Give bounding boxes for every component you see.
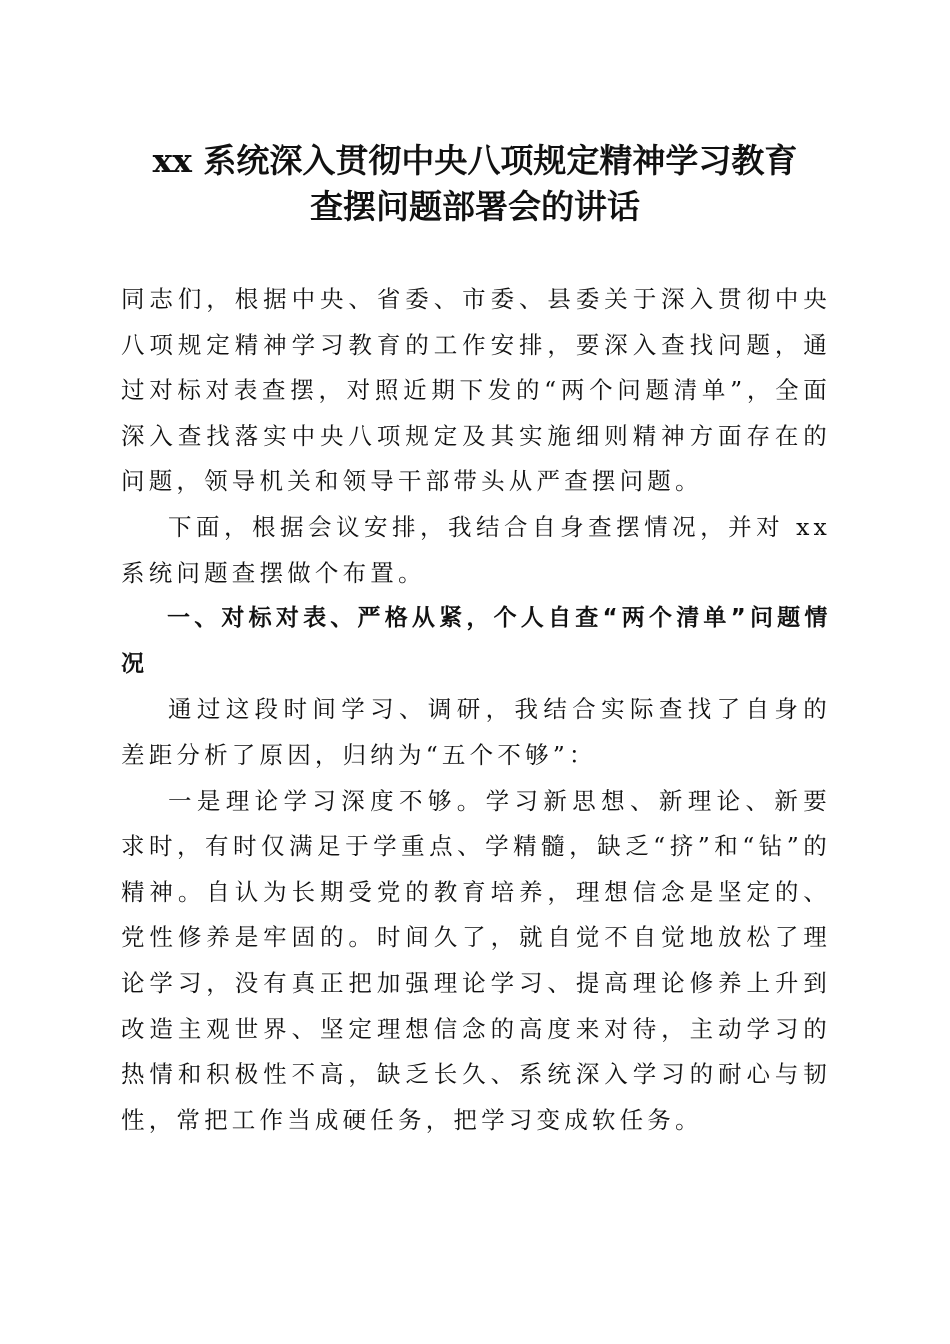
point-1-lead: 一是理论学习深度不够。 <box>168 786 486 815</box>
section-intro-paragraph: 通过这段时间学习、调研，我结合实际查找了自身的差距分析了原因，归纳为“五个不够”： <box>121 695 831 769</box>
title-line-1: xx 系统深入贯彻中央八项规定精神学习教育 <box>152 141 798 180</box>
point-1-text: 学习新思想、新理论、新要求时，有时仅满足于学重点、学精髓，缺乏“挤”和“钻”的精神。自认为长期受党的教育培养，理想信念是坚定的、党性修养是牢固的。时间久了，就自觉不自觉地放松了理论学习，没有真正把加强理论学习、提高理论修养上升到改造主观世界、坚定理想信念的高度来对待，主动学习的热情和积极性不高，缺乏长久、系统深入学习的耐心与韧性，常把工作当成硬任务，把学习变成软任务。 <box>121 786 832 1134</box>
arrangement-paragraph: 下面，根据会议安排，我结合自身查摆情况，并对 xx 系统问题查摆做个布置。 <box>121 512 831 587</box>
point-1-paragraph <box>121 779 831 1144</box>
document-body <box>121 277 831 1143</box>
section-heading-1: 一、对标对表、严格从紧，个人自查“两个清单”问题情况 <box>121 605 831 677</box>
title-line-2: 查摆问题部署会的讲话 <box>310 187 640 226</box>
document-title <box>100 138 850 230</box>
opening-paragraph: 同志们，根据中央、省委、市委、县委关于深入贯彻中央八项规定精神学习教育的工作安排，要深入查找问题，通过对标对表查摆，对照近期下发的“两个问题清单”，全面深入查找落实中央八项规定及其实施细则精神方面存在的问题，领导机关和领导干部带头从严查摆问题。 <box>121 285 831 496</box>
